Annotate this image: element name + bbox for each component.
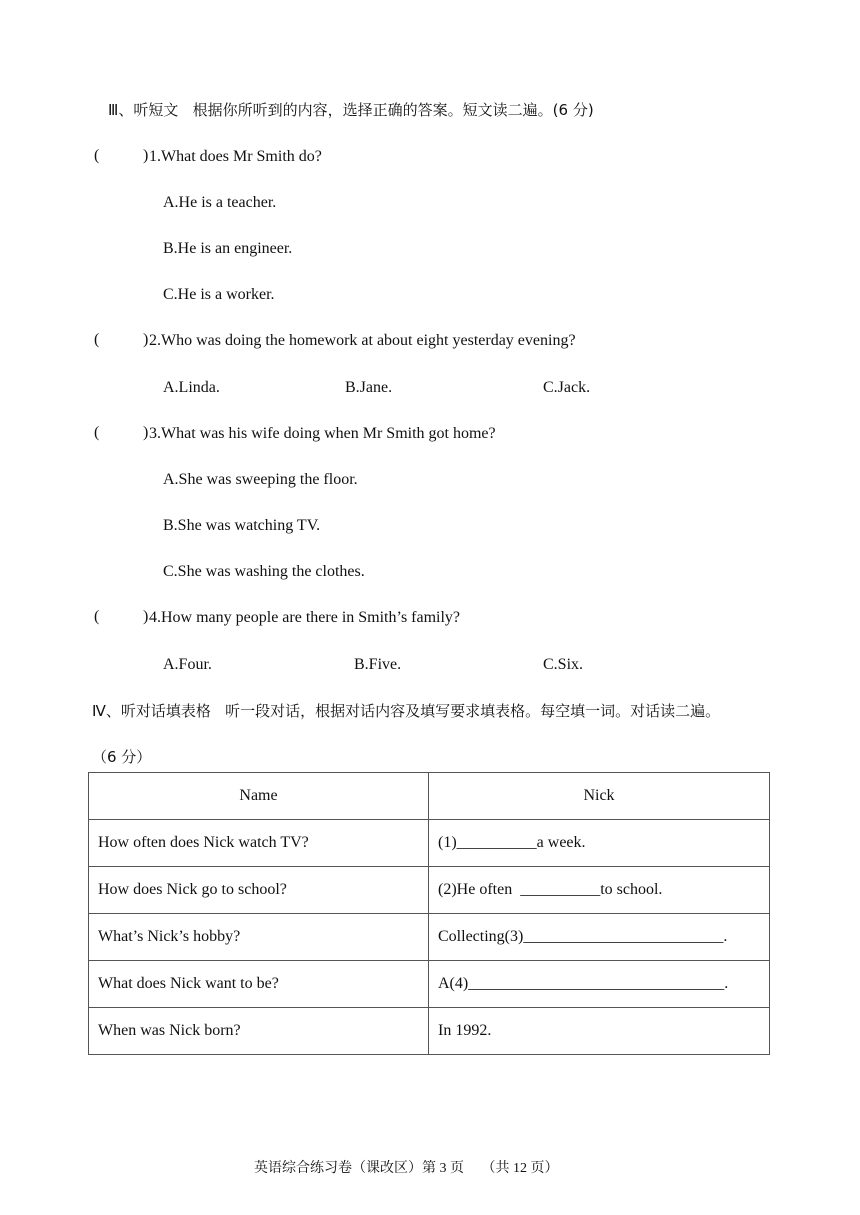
q4-option-a: A.Four. xyxy=(163,656,212,673)
table-question-cell: When was Nick born? xyxy=(89,1008,429,1055)
q2-option-a: A.Linda. xyxy=(163,379,220,396)
q2-option-b: B.Jane. xyxy=(345,379,393,396)
table-row xyxy=(89,961,770,1008)
table-row xyxy=(89,867,770,914)
table-question-cell: How does Nick go to school? xyxy=(89,867,429,914)
question-1: 1.What does Mr Smith do? xyxy=(149,148,322,165)
answer-paren-open: ( xyxy=(94,608,100,625)
answer-paren-open: ( xyxy=(94,424,100,441)
table-header-nick: Nick xyxy=(429,773,770,820)
table-header-name: Name xyxy=(89,773,429,820)
table-answer-cell: A(4)________________________________. xyxy=(429,961,770,1008)
table-answer-cell: (1)__________a week. xyxy=(429,820,770,867)
table-row xyxy=(89,914,770,961)
answer-paren-open: ( xyxy=(94,331,100,348)
table-question-cell: What does Nick want to be? xyxy=(89,961,429,1008)
table-header-row xyxy=(89,773,770,820)
answer-paren-close: ) xyxy=(143,331,149,348)
answer-paren-close: ) xyxy=(143,608,149,625)
q4-option-c: C.Six. xyxy=(543,656,584,673)
q2-option-c: C.Jack. xyxy=(543,379,591,396)
q1-option-c: C.He is a worker. xyxy=(163,286,275,303)
table-question-cell: What’s Nick’s hobby? xyxy=(89,914,429,961)
answer-paren-close: ) xyxy=(143,424,149,441)
q3-option-c: C.She was washing the clothes. xyxy=(163,563,365,580)
section3-heading: Ⅲ、听短文 根据你所听到的内容，选择正确的答案。短文读二遍。(6 分) xyxy=(108,101,594,119)
q1-option-a: A.He is a teacher. xyxy=(163,194,277,211)
q4-option-b: B.Five. xyxy=(354,656,402,673)
section4-heading: Ⅳ、听对话填表格 听一段对话，根据对话内容及填写要求填表格。每空填一词。对话读二遍。 xyxy=(92,702,721,720)
question-3: 3.What was his wife doing when Mr Smith got home? xyxy=(149,425,496,442)
question-2: 2.Who was doing the homework at about eight yesterday evening? xyxy=(149,332,576,349)
q1-option-b: B.He is an engineer. xyxy=(163,240,293,257)
answer-paren-close: ) xyxy=(143,147,149,164)
table-question-cell: How often does Nick watch TV? xyxy=(89,820,429,867)
table-row xyxy=(89,1008,770,1055)
table-answer-cell: (2)He often __________to school. xyxy=(429,867,770,914)
table-row xyxy=(89,820,770,867)
answer-table xyxy=(88,772,770,1055)
question-4: 4.How many people are there in Smith’s family? xyxy=(149,609,461,626)
q3-option-a: A.She was sweeping the floor. xyxy=(163,471,358,488)
table-answer-cell: Collecting(3)_________________________. xyxy=(429,914,770,961)
section4-score: （6 分） xyxy=(92,748,152,766)
answer-paren-open: ( xyxy=(94,147,100,164)
page-footer: 英语综合练习卷（课改区）第 3 页 （共 12 页） xyxy=(254,1161,559,1176)
q3-option-b: B.She was watching TV. xyxy=(163,517,321,534)
table-answer-cell: In 1992. xyxy=(429,1008,770,1055)
